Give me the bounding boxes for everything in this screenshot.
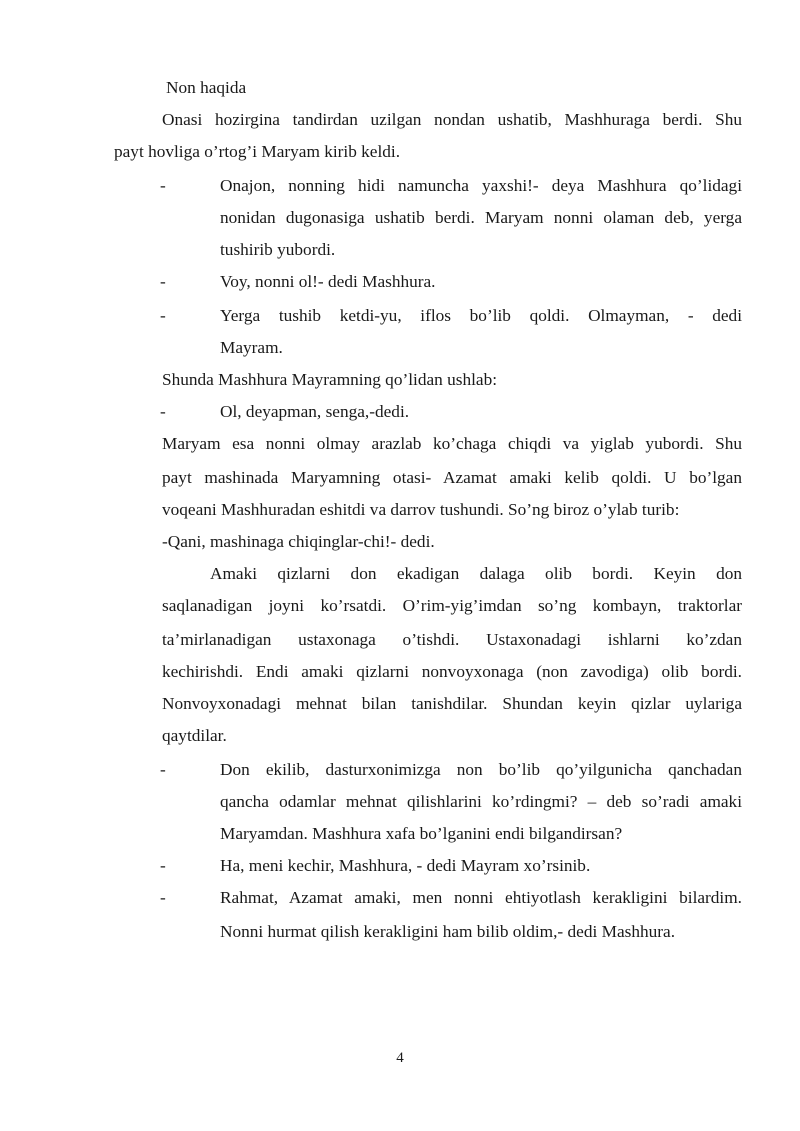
page-number: 4 [396, 1050, 404, 1066]
paragraph-line: Nonvoyxonadagi mehnat bilan tanishdilar. Shundan keyin qizlar uylariga [162, 694, 742, 713]
paragraph-line: Onajon, nonning hidi namuncha yaxshi!- deya Mashhura qo’lidagi [220, 176, 742, 195]
paragraph-line: Rahmat, Azamat amaki, men nonni ehtiyotlash kerakligini bilardim. [220, 888, 742, 907]
paragraph-line: ta’mirlanadigan ustaxonaga o’tishdi. Ustaxonadagi ishlarni ko’zdan [162, 630, 742, 649]
paragraph-line: tushirib yubordi. [220, 240, 336, 259]
paragraph-line: -Qani, mashinaga chiqinglar-chi!- dedi. [162, 532, 435, 551]
paragraph-line: nonidan dugonasiga ushatib berdi. Maryam nonni olaman deb, yerga [220, 208, 742, 227]
paragraph-line: voqeani Mashhuradan eshitdi va darrov tushundi. So’ng biroz o’ylab turib: [162, 500, 680, 519]
paragraph-line: saqlanadigan joyni ko’rsatdi. O’rim-yig’imdan so’ng kombayn, traktorlar [162, 596, 742, 615]
paragraph-line: payt mashinada Maryamning otasi- Azamat amaki kelib qoldi. U bo’lgan [162, 468, 742, 487]
list-dash: - [160, 760, 166, 779]
list-dash: - [160, 856, 166, 875]
paragraph-line: Mayram. [220, 338, 283, 357]
list-dash: - [160, 888, 166, 907]
paragraph-line: Shunda Mashhura Mayramning qo’lidan ushlab: [162, 370, 498, 389]
paragraph-line: qancha odamlar mehnat qilishlarini ko’rdingmi? – deb so’radi amaki [220, 792, 742, 811]
paragraph-line: qaytdilar. [162, 726, 227, 745]
list-dash: - [160, 272, 166, 291]
paragraph-line: Voy, nonni ol!- dedi Mashhura. [220, 272, 436, 291]
paragraph-line: Nonni hurmat qilish kerakligini ham bilib oldim,- dedi Mashhura. [220, 922, 676, 941]
list-dash: - [160, 306, 166, 325]
paragraph-line: Don ekilib, dasturxonimizga non bo’lib qo’yilgunicha qanchadan [220, 760, 742, 779]
list-dash: - [160, 176, 166, 195]
paragraph-line: Amaki qizlarni don ekadigan dalaga olib bordi. Keyin don [210, 564, 742, 583]
list-dash: - [160, 402, 166, 421]
paragraph-line: Yerga tushib ketdi-yu, iflos bo’lib qoldi. Olmayman, - dedi [220, 306, 742, 325]
paragraph-line: Ha, meni kechir, Mashhura, - dedi Mayram xo’rsinib. [220, 856, 591, 875]
document-title: Non haqida [166, 78, 247, 97]
paragraph-line: Maryamdan. Mashhura xafa bo’lganini endi bilgandirsan? [220, 824, 623, 843]
paragraph-line: Maryam esa nonni olmay arazlab ko’chaga chiqdi va yiglab yubordi. Shu [162, 434, 742, 453]
paragraph-line: Onasi hozirgina tandirdan uzilgan nondan ushatib, Mashhuraga berdi. Shu [162, 110, 742, 129]
paragraph-line: kechirishdi. Endi amaki qizlarni nonvoyxonaga (non zavodiga) olib bordi. [162, 662, 742, 681]
paragraph-line: payt hovliga o’rtog’i Maryam kirib keldi. [114, 142, 401, 161]
paragraph-line: Ol, deyapman, senga,-dedi. [220, 402, 410, 421]
